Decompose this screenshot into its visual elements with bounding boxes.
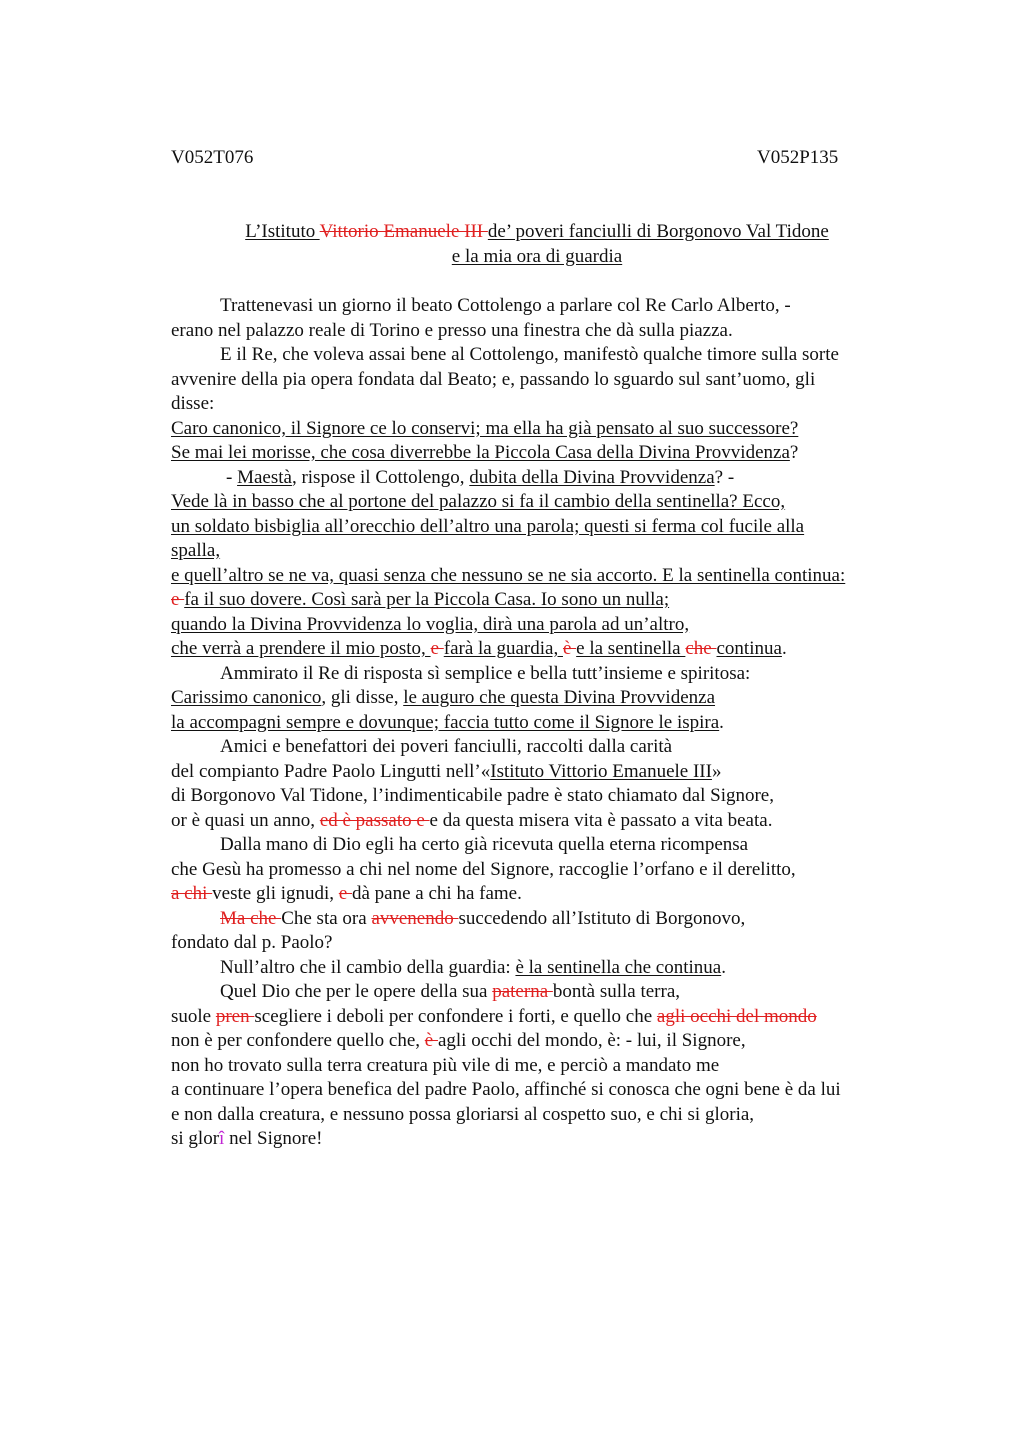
- text: dà pane a chi ha fame.: [352, 883, 522, 904]
- body-line: [171, 907, 931, 932]
- text: .: [719, 711, 724, 733]
- underlined-text: Carissimo canonico: [171, 687, 322, 708]
- title-deletion: Vittorio Emanuele III: [319, 221, 488, 242]
- text: si glor: [171, 1128, 220, 1149]
- underlined-text: e la sentinella: [576, 638, 686, 659]
- text: scegliere i deboli per confondere i forti, e quello che: [254, 1005, 657, 1027]
- body-line: Dalla mano di Dio egli ha certo già ricevuta quella eterna ricompensa: [220, 834, 749, 855]
- deletion: paterna: [492, 981, 553, 1002]
- text: bontà sulla terra,: [552, 981, 681, 1002]
- reference-code-left: V052T076: [171, 147, 254, 168]
- body-line: [171, 466, 931, 491]
- body-line: e quell’altro se ne va, quasi senza che nessuno se ne sia accorto. E la sentinella continua:: [171, 564, 846, 586]
- body-line: quando la Divina Provvidenza lo voglia, dirà una parola ad un’altro,: [171, 613, 690, 635]
- underlined-text: è la sentinella che continua: [515, 956, 722, 978]
- text: Null’altro che il cambio della guardia:: [220, 956, 516, 978]
- deletion: e: [171, 589, 185, 610]
- body-line: Caro canonico, il Signore ce lo conservi; ma ella ha già pensato al suo successore?: [171, 417, 799, 439]
- deletion: avvenendo: [371, 907, 459, 929]
- underlined-text: la accompagni sempre e dovunque; faccia tutto come il Signore le ispira: [171, 711, 720, 733]
- body-line: avvenire della pia opera fondata dal Beato; e, passando lo sguardo sul sant’uomo, gli: [171, 368, 816, 390]
- text: succedendo all’Istituto di Borgonovo,: [458, 907, 746, 929]
- body-line: Trattenevasi un giorno il beato Cottolengo a parlare col Re Carlo Alberto, -: [220, 295, 791, 316]
- text: Che sta ora: [281, 907, 372, 929]
- deletion: agli occhi del mondo: [656, 1005, 817, 1027]
- body-line: [171, 441, 931, 466]
- title-text: L’Istituto: [245, 221, 320, 242]
- body-line: [171, 637, 931, 662]
- text: .: [781, 638, 787, 659]
- body-line: [171, 588, 931, 613]
- deletion: Ma che: [220, 907, 282, 929]
- underlined-text: che verrà a prendere il mio posto,: [171, 638, 431, 659]
- body-line: Amici e benefattori dei poveri fanciulli, raccolti dalla carità: [220, 736, 673, 757]
- text: Quel Dio che per le opere della sua: [220, 981, 493, 1002]
- underlined-text: fa il suo dovere. Così sarà per la Piccola Casa. Io sono un nulla;: [184, 589, 670, 610]
- body-line: a continuare l’opera benefica del padre Paolo, affinché si conosca che ogni bene è da lui: [171, 1079, 841, 1100]
- body-line: E il Re, che voleva assai bene al Cottolengo, manifestò qualche timore sulla sorte: [220, 344, 839, 365]
- deletion: è: [562, 638, 577, 659]
- underlined-text: farà la guardia,: [443, 638, 563, 659]
- body-line: [171, 1127, 931, 1152]
- title-line-1: [171, 220, 903, 245]
- body-line: [171, 980, 931, 1005]
- text: ?: [789, 442, 799, 463]
- underlined-text: dubita della Divina Provvidenza: [469, 466, 715, 488]
- body-line: erano nel palazzo reale di Torino e presso una finestra che dà sulla piazza.: [171, 319, 733, 341]
- deletion: e: [338, 883, 352, 904]
- text: -: [226, 466, 238, 488]
- body-line: [171, 1029, 931, 1054]
- body-line: [171, 882, 931, 907]
- text: suole: [171, 1005, 216, 1027]
- underlined-text: continua: [716, 638, 782, 659]
- text: agli occhi del mondo, è: - lui, il Signore,: [437, 1030, 746, 1051]
- body-line: disse:: [171, 393, 215, 414]
- body-line: che Gesù ha promesso a chi nel nome del Signore, raccoglie l’orfano e il derelitto,: [171, 858, 796, 880]
- text: , rispose il Cottolengo,: [291, 466, 470, 488]
- text: .: [721, 956, 726, 978]
- body-line: e non dalla creatura, e nessuno possa gloriarsi al cospetto suo, e chi si gloria,: [171, 1103, 755, 1125]
- body-line: [171, 711, 931, 736]
- body-line: [171, 760, 931, 785]
- text: »: [711, 760, 722, 782]
- text: ? -: [714, 466, 735, 488]
- body-line: [171, 1005, 931, 1030]
- text: e da questa misera vita è passato a vita beata.: [429, 809, 773, 831]
- text: , gli disse,: [321, 687, 404, 708]
- title-line-2: [171, 245, 903, 270]
- underlined-text: Se mai lei morisse, che cosa diverrebbe la Piccola Casa della Divina Provvidenza: [171, 442, 790, 463]
- reference-code-right: V052P135: [757, 147, 839, 168]
- body-line: non ho trovato sulla terra creatura più vile di me, e perciò a mandato me: [171, 1054, 720, 1076]
- text: veste gli ignudi,: [212, 883, 339, 904]
- deletion: e: [430, 638, 444, 659]
- deletion: che: [685, 638, 717, 659]
- title-subtitle: e la mia ora di guardia: [451, 245, 623, 267]
- text: or è quasi un anno,: [171, 809, 320, 831]
- document-body: [171, 294, 931, 1152]
- body-line: fondato dal p. Paolo?: [171, 932, 333, 953]
- underlined-text: Istituto Vittorio Emanuele III: [490, 760, 712, 782]
- body-line: [171, 809, 931, 834]
- body-line: di Borgonovo Val Tidone, l’indimenticabile padre è stato chiamato dal Signore,: [171, 785, 774, 806]
- insertion: î: [219, 1128, 225, 1149]
- body-line: [171, 956, 931, 981]
- text: non è per confondere quello che,: [171, 1030, 425, 1051]
- underlined-text: Maestà: [237, 466, 292, 488]
- text: nel Signore!: [224, 1128, 323, 1149]
- document-title: [171, 220, 903, 269]
- deletion: ed è passato e: [319, 809, 430, 831]
- underlined-text: le auguro che questa Divina Provvidenza: [403, 687, 716, 708]
- body-line: spalla,: [171, 540, 221, 561]
- deletion: è: [424, 1030, 438, 1051]
- deletion: a chi: [171, 883, 213, 904]
- body-line: Ammirato il Re di risposta sì semplice e bella tutt’insieme e spiritosa:: [220, 662, 751, 684]
- deletion: pren: [215, 1005, 255, 1027]
- text: del compianto Padre Paolo Lingutti nell’«: [171, 760, 491, 782]
- body-line: [171, 686, 931, 711]
- body-line: Vede là in basso che al portone del palazzo si fa il cambio della sentinella? Ecco,: [171, 491, 786, 512]
- body-line: un soldato bisbiglia all’orecchio dell’altro una parola; questi si ferma col fucile alla: [171, 515, 805, 537]
- title-text: de’ poveri fanciulli di Borgonovo Val Tidone: [487, 221, 829, 242]
